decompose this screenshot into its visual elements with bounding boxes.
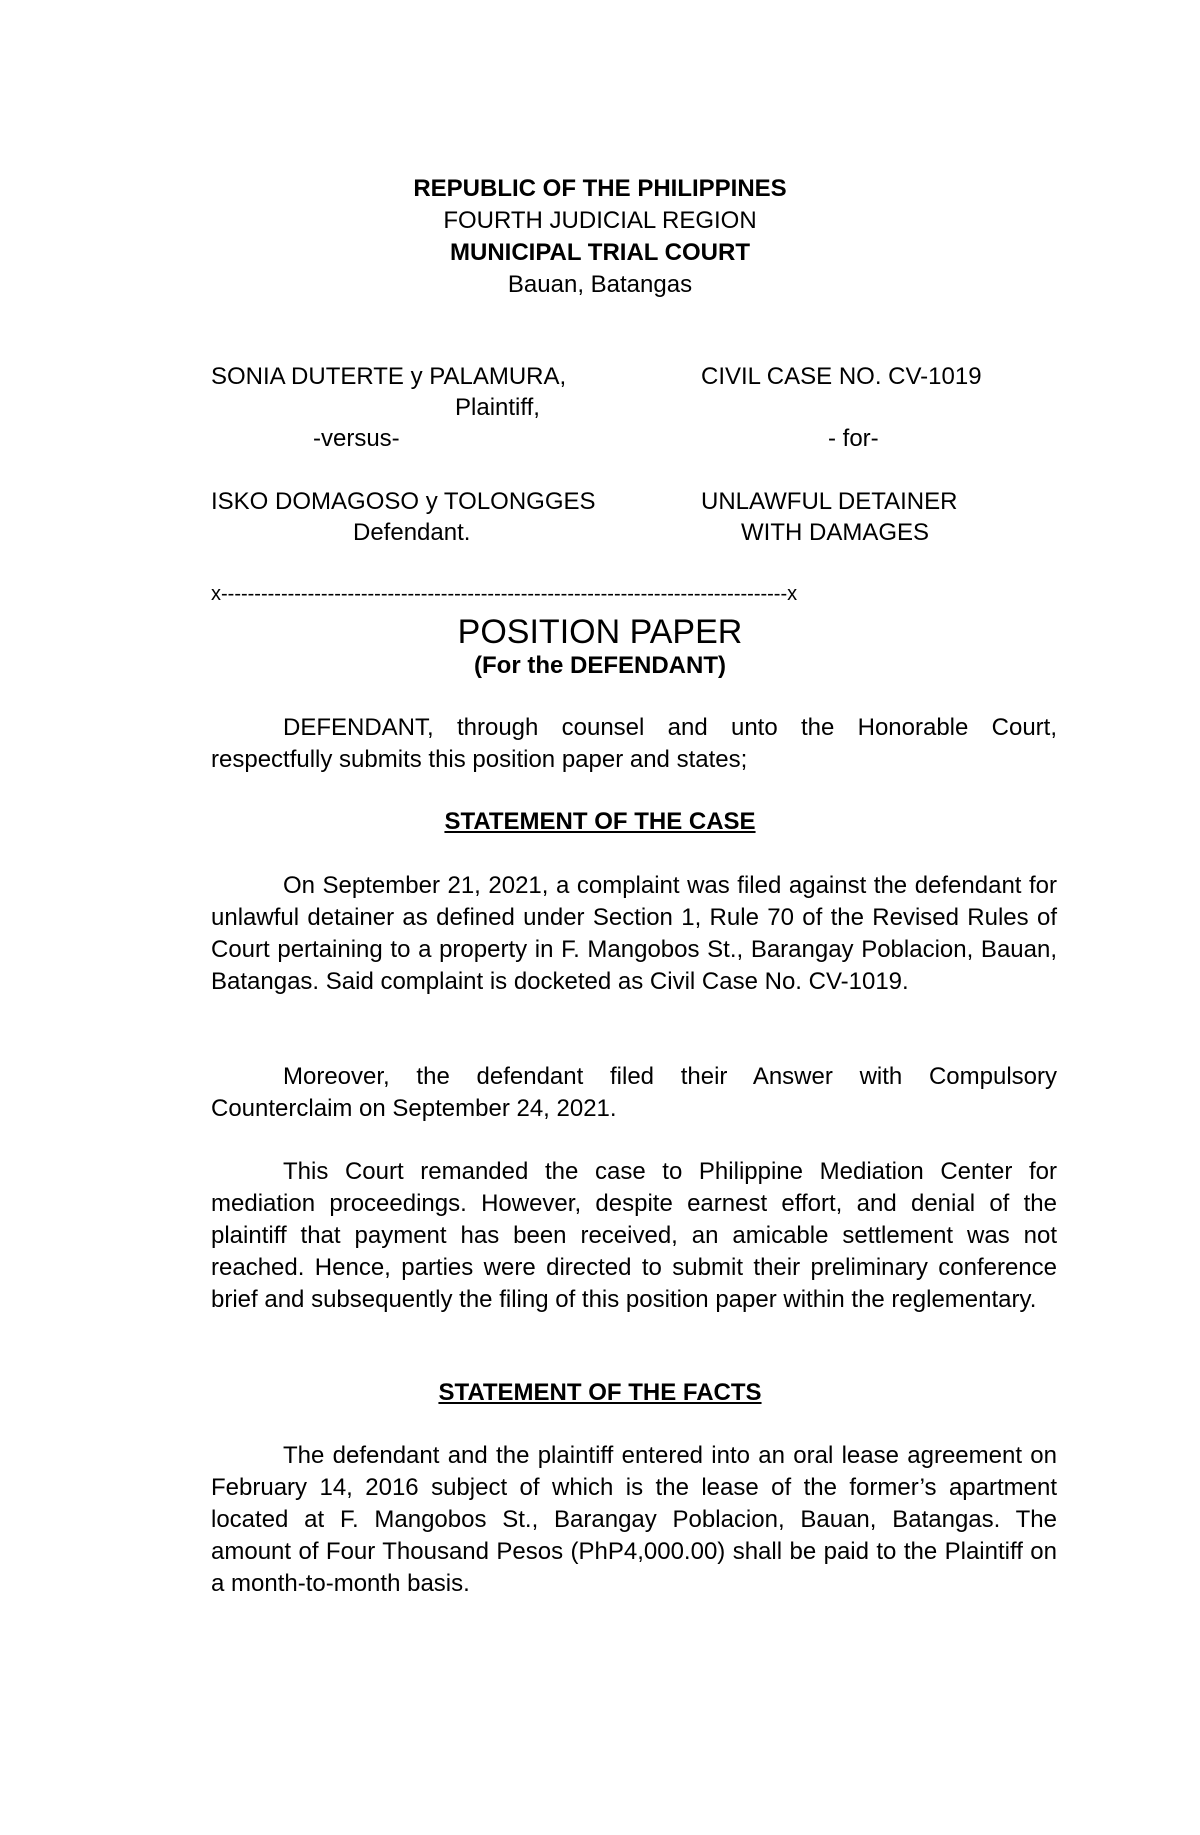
defendant-label: Defendant. (353, 519, 471, 546)
heading-statement-of-case: STATEMENT OF THE CASE (444, 808, 756, 835)
header-region: FOURTH JUDICIAL REGION (443, 207, 757, 234)
case-paragraph-2: Moreover, the defendant filed their Answer with Compulsory Counterclaim on September 24, 2021. (211, 1063, 1057, 1122)
facts-paragraph-1: The defendant and the plaintiff entered into an oral lease agreement on February 14, 2016 subject of which is the lease of the former’s apartment located at F. Mangobos St., Barangay Poblacion, Bauan, Batangas. The amount of Four Thousand Pesos (PhP4,000.00) shall be paid to the Plaintiff on a month-to-month basis. (211, 1442, 1057, 1597)
defendant-name: ISKO DOMAGOSO y TOLONGGES (211, 488, 596, 515)
case-nature-line2: WITH DAMAGES (741, 519, 930, 546)
case-paragraph-3: This Court remanded the case to Philippine Mediation Center for mediation proceedings. However, despite earnest effort, and denial of the plaintiff that payment has been received, an amicable settlement was not reached. Hence, parties were directed to submit their preliminary conference brief and subsequently the filing of this position paper within the reglementary. (211, 1158, 1057, 1313)
intro-paragraph-block (211, 712, 1057, 776)
intro-paragraph: DEFENDANT, through counsel and unto the Honorable Court, respectfully submits this position paper and states; (211, 714, 1057, 773)
case-nature-line1: UNLAWFUL DETAINER (701, 488, 958, 515)
document-title: POSITION PAPER (457, 613, 743, 651)
header-location: Bauan, Batangas (507, 271, 693, 298)
versus-label: -versus- (313, 425, 400, 452)
case-paragraph-2-block (211, 1061, 1057, 1125)
header-republic: REPUBLIC OF THE PHILIPPINES (413, 175, 787, 202)
for-label: - for- (828, 425, 879, 452)
court-header (0, 173, 1200, 301)
heading-statement-of-facts: STATEMENT OF THE FACTS (438, 1379, 762, 1406)
header-court: MUNICIPAL TRIAL COURT (450, 239, 750, 266)
case-paragraph-1-block (211, 870, 1057, 998)
case-paragraph-1: On September 21, 2021, a complaint was filed against the defendant for unlawful detainer as defined under Section 1, Rule 70 of the Revised Rules of Court pertaining to a property in F. Mangobos St., Barangay Poblacion, Bauan, Batangas. Said complaint is docketed as Civil Case No. CV-1019. (211, 872, 1057, 995)
case-number: CIVIL CASE NO. CV-1019 (701, 363, 982, 390)
plaintiff-label: Plaintiff, (455, 394, 540, 421)
caption-separator: x-------------------------------------------------------------------------------------x (211, 583, 798, 605)
plaintiff-name: SONIA DUTERTE y PALAMURA, (211, 363, 567, 390)
case-paragraph-3-block (211, 1156, 1057, 1316)
facts-paragraph-1-block (211, 1440, 1057, 1600)
document-subtitle: (For the DEFENDANT) (474, 652, 726, 679)
